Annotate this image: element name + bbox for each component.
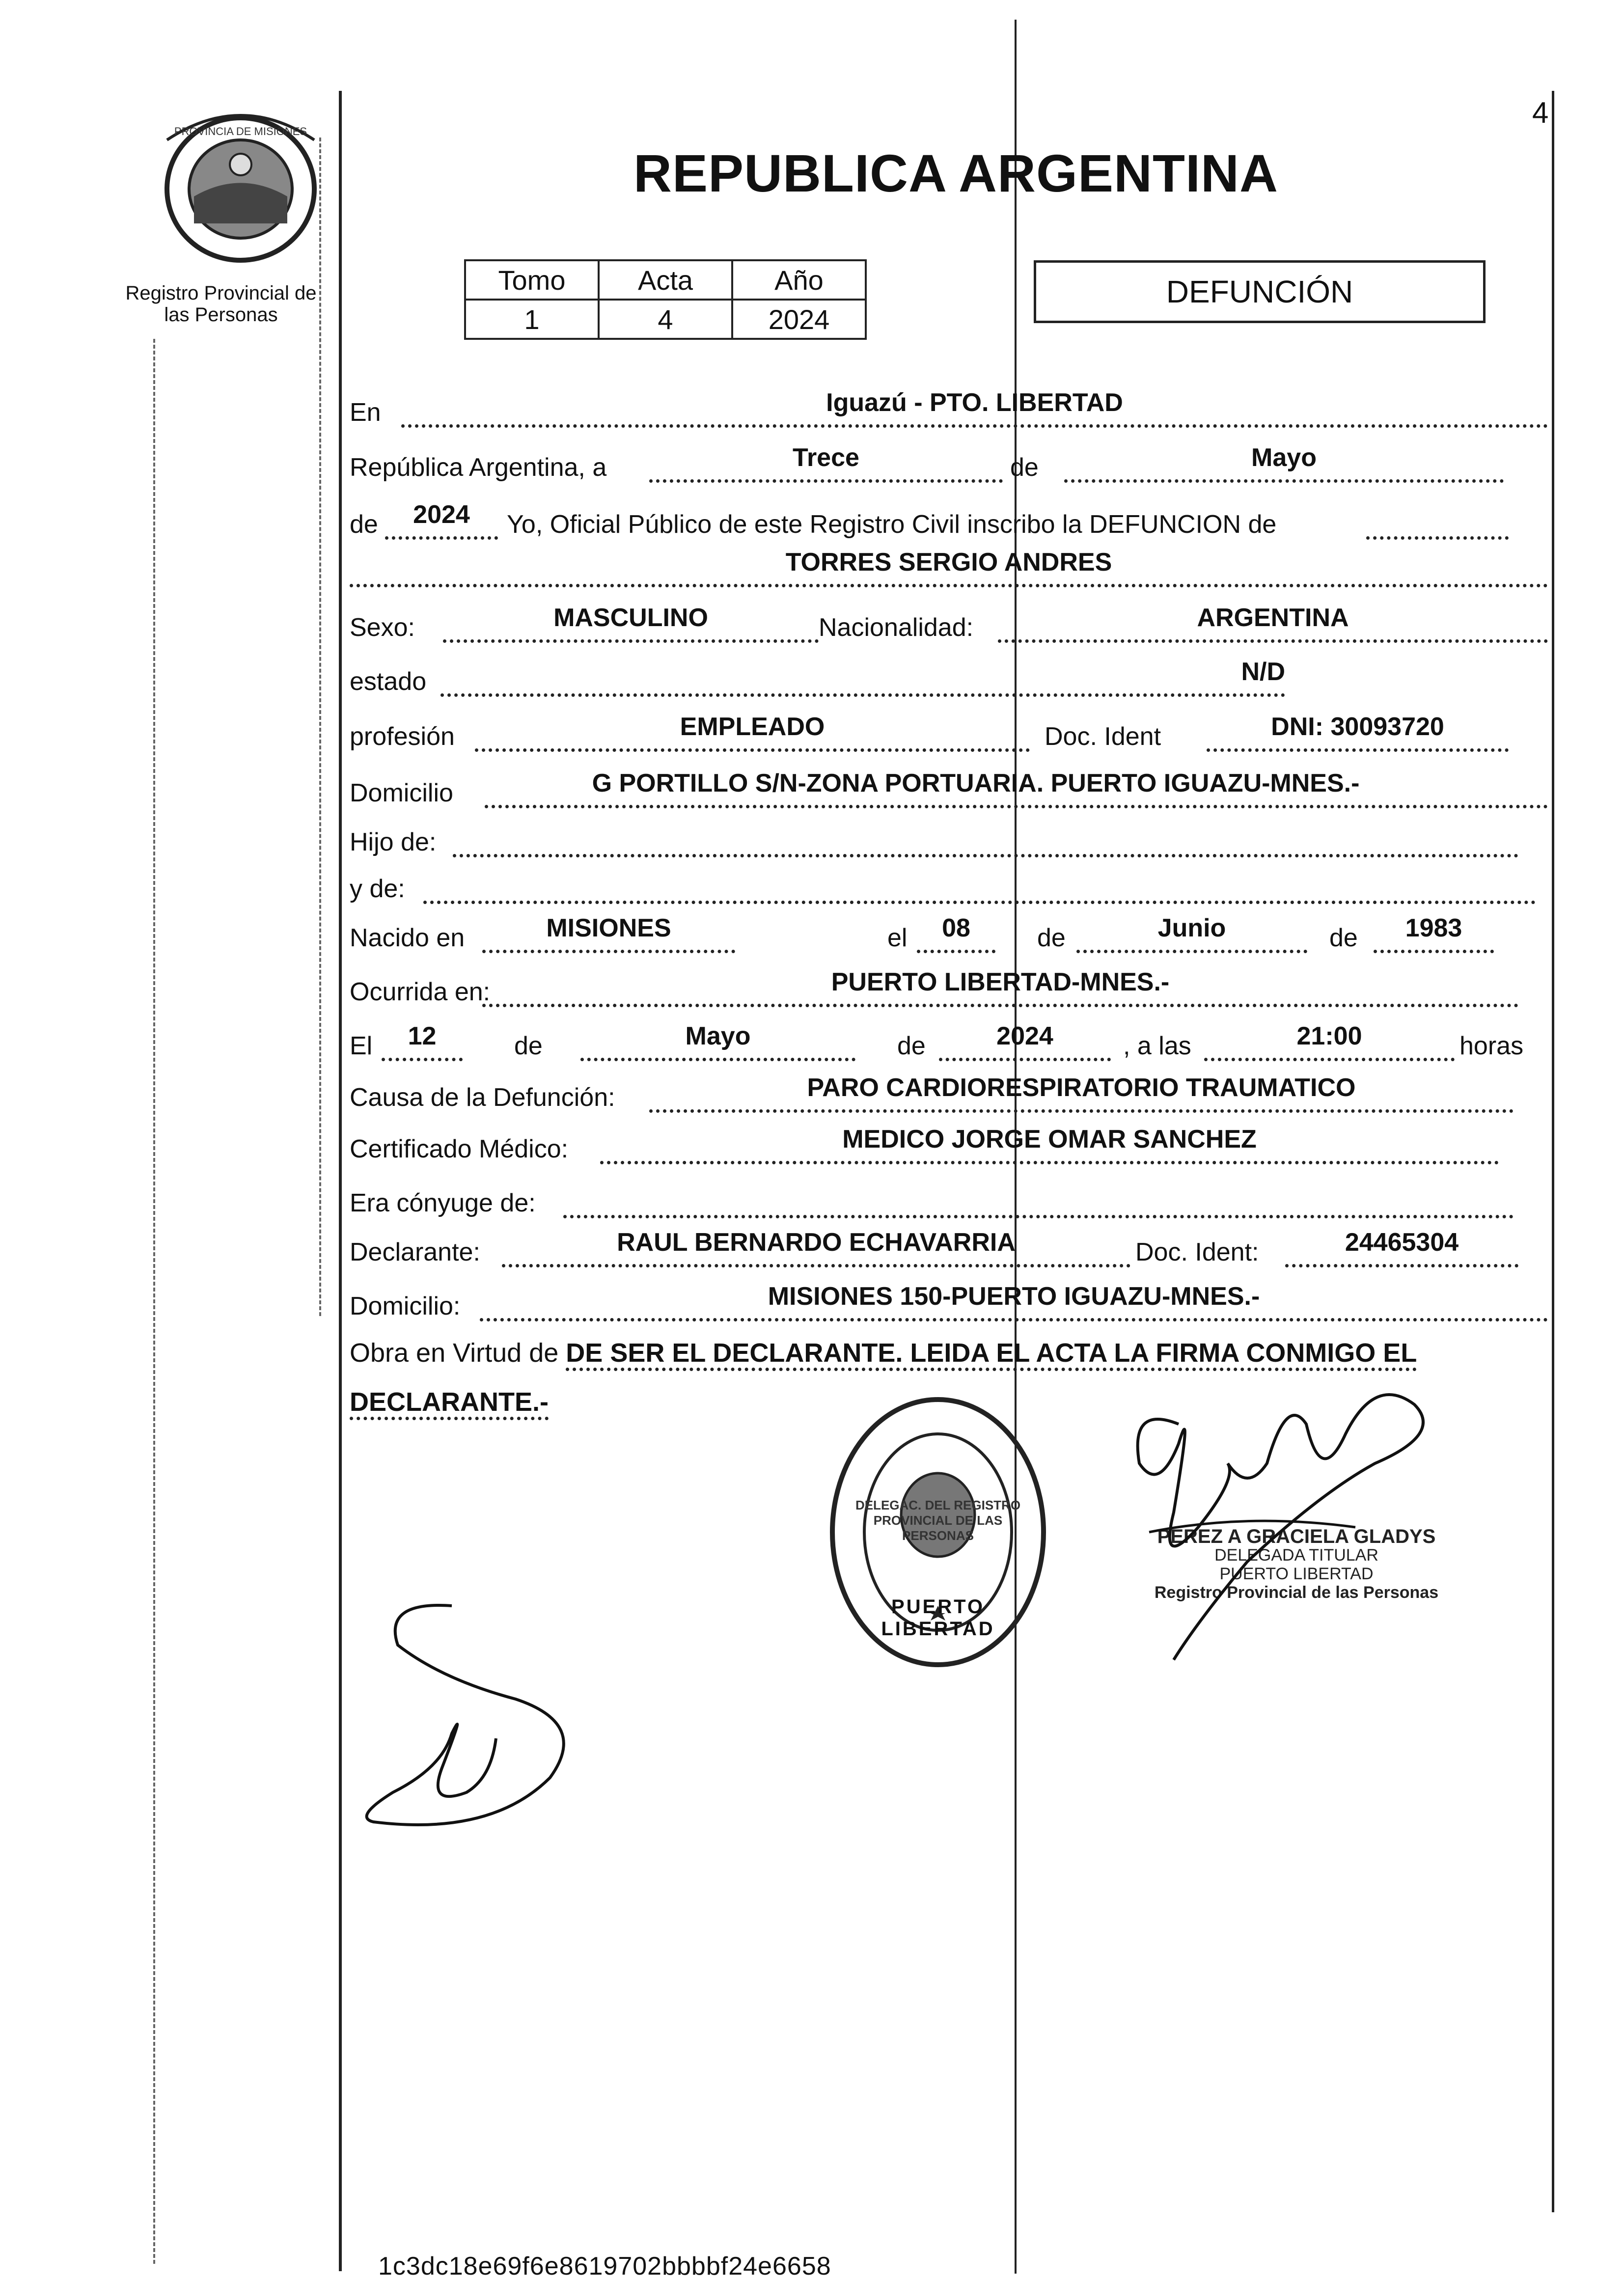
dotted-line xyxy=(385,536,498,540)
label-profesion: profesión xyxy=(350,722,455,751)
value-documento: DNI: 30093720 xyxy=(1271,713,1444,741)
label-doc-ident2: Doc. Ident: xyxy=(1135,1238,1259,1266)
value-def-anio: 2024 xyxy=(996,1022,1053,1050)
row-anio-oficial xyxy=(350,500,1548,544)
dotted-line xyxy=(1374,950,1494,953)
value-ocurrida-en: PUERTO LIBERTAD-MNES.- xyxy=(831,968,1170,996)
dotted-line xyxy=(649,479,1003,483)
value-domicilio: G PORTILLO S/N-ZONA PORTUARIA. PUERTO IGUAZU-MNES.- xyxy=(592,769,1360,797)
value-def-dia: 12 xyxy=(408,1022,437,1050)
registry-label: Registro Provincial de las Personas xyxy=(125,282,317,326)
value-def-hora: 21:00 xyxy=(1296,1022,1362,1050)
label-declarante: Declarante: xyxy=(350,1238,480,1266)
value-estado-civil: N/D xyxy=(1241,658,1285,686)
record-table xyxy=(464,259,867,340)
label-de: de xyxy=(1037,924,1066,952)
dotted-line xyxy=(600,1161,1499,1164)
label-el: el xyxy=(887,924,908,952)
dotted-line xyxy=(939,1058,1111,1061)
dotted-line xyxy=(998,639,1548,643)
dotted-line xyxy=(563,1215,1514,1218)
dotted-line xyxy=(1366,536,1509,540)
value-causa: PARO CARDIORESPIRATORIO TRAUMATICO xyxy=(807,1073,1356,1102)
row-declarante xyxy=(350,1228,1548,1272)
value-declarante-domicilio: MISIONES 150-PUERTO IGUAZU-MNES.- xyxy=(768,1282,1260,1311)
row-hijo-de xyxy=(350,818,1548,862)
row-profesion xyxy=(350,712,1548,756)
dotted-line xyxy=(480,1318,1548,1321)
value-nac-dia: 08 xyxy=(942,914,970,942)
label-de: de xyxy=(1010,453,1039,482)
header-tomo: Tomo xyxy=(465,260,599,300)
dotted-line xyxy=(350,584,1548,587)
dotted-line xyxy=(401,424,1548,428)
value-nac-mes: Junio xyxy=(1157,914,1226,942)
margin-dashed-line xyxy=(153,339,155,2264)
value-anio-registro: 2024 xyxy=(413,500,470,529)
value-profesion: EMPLEADO xyxy=(680,713,825,741)
dotted-line xyxy=(440,693,1285,697)
dotted-line xyxy=(485,805,1548,808)
label-obra: Obra en Virtud de xyxy=(350,1338,559,1368)
value-dia-texto: Trece xyxy=(793,443,859,472)
page-number: 4 xyxy=(1532,96,1549,129)
label-de: de xyxy=(897,1032,926,1060)
header-acta: Acta xyxy=(599,260,732,300)
value-declarante-doc: 24465304 xyxy=(1345,1228,1459,1257)
label-de: de xyxy=(514,1032,543,1060)
dotted-line xyxy=(475,748,1030,752)
dotted-line xyxy=(1285,1264,1518,1267)
document-title: REPUBLICA ARGENTINA xyxy=(633,143,1278,203)
record-type-box: DEFUNCIÓN xyxy=(1034,260,1486,323)
value-sexo: MASCULINO xyxy=(553,604,708,632)
row-lugar xyxy=(350,388,1548,432)
seal-text: PROVINCIA DE MISIONES xyxy=(174,125,307,137)
row-causa xyxy=(350,1073,1548,1117)
row-conyuge xyxy=(350,1179,1548,1223)
label-de: de xyxy=(350,510,378,539)
label-el-cap: El xyxy=(350,1032,373,1060)
row-fecha-defuncion xyxy=(350,1021,1548,1066)
label-sexo: Sexo: xyxy=(350,613,415,642)
dotted-line xyxy=(482,1004,1518,1007)
dotted-line xyxy=(917,950,995,953)
value-anio: 2024 xyxy=(732,300,866,339)
value-declarante: RAUL BERNARDO ECHAVARRIA xyxy=(617,1228,1016,1257)
official-office: PUERTO LIBERTAD xyxy=(1219,1565,1374,1583)
dotted-line xyxy=(1076,950,1307,953)
label-ocurrida-en: Ocurrida en: xyxy=(350,978,491,1006)
dotted-line xyxy=(502,1264,1130,1267)
row-ocurrida xyxy=(350,967,1548,1012)
label-doc-ident: Doc. Ident xyxy=(1045,722,1161,751)
row-y-de xyxy=(350,864,1548,908)
dotted-line xyxy=(649,1109,1514,1113)
label-rep-arg: República Argentina, a xyxy=(350,453,607,482)
dotted-line xyxy=(443,639,819,643)
label-certificado: Certificado Médico: xyxy=(350,1135,569,1163)
row-certificado xyxy=(350,1125,1548,1169)
label-y-de: y de: xyxy=(350,875,405,903)
row-fecha-registro xyxy=(350,443,1548,487)
value-acta: 4 xyxy=(599,300,732,339)
dotted-line xyxy=(1064,479,1504,483)
value-mes-registro: Mayo xyxy=(1251,443,1317,472)
stamp-center-text: PUERTO LIBERTAD xyxy=(881,1596,995,1640)
label-horas: horas xyxy=(1459,1032,1524,1060)
value-obra-virtud: DE SER EL DECLARANTE. LEIDA EL ACTA LA FIRMA CONMIGO EL DECLARANTE.- xyxy=(350,1338,1417,1420)
document-hash: 1c3dc18e69f6e8619702bbbbf24e6658 xyxy=(378,2252,831,2281)
value-certificado: MEDICO JORGE OMAR SANCHEZ xyxy=(842,1125,1257,1154)
left-margin-line xyxy=(339,91,342,2271)
dotted-line xyxy=(580,1058,855,1061)
official-name: PEREZ A GRACIELA GLADYS xyxy=(1157,1526,1436,1547)
label-a-las: , a las xyxy=(1123,1032,1191,1060)
label-hijo-de: Hijo de: xyxy=(350,828,437,856)
value-lugar: Iguazú - PTO. LIBERTAD xyxy=(826,388,1123,417)
label-de: de xyxy=(1329,924,1358,952)
label-nacionalidad: Nacionalidad: xyxy=(819,613,974,642)
value-fallecido: TORRES SERGIO ANDRES xyxy=(785,548,1112,577)
dotted-line xyxy=(482,950,735,953)
row-fallecido xyxy=(350,548,1548,592)
official-signature xyxy=(1100,1365,1493,1699)
value-tomo: 1 xyxy=(465,300,599,339)
dotted-line xyxy=(1207,748,1509,752)
value-nac-anio: 1983 xyxy=(1405,914,1462,942)
label-yo-oficial: Yo, Oficial Público de este Registro Civil inscribo la DEFUNCION de xyxy=(507,510,1277,539)
label-conyuge: Era cónyuge de: xyxy=(350,1189,536,1217)
value-nacionalidad: ARGENTINA xyxy=(1197,604,1349,632)
row-domicilio xyxy=(350,769,1548,813)
value-nacido-en: MISIONES xyxy=(546,914,671,942)
official-role: DELEGADA TITULAR xyxy=(1214,1546,1378,1565)
row-nacimiento xyxy=(350,913,1548,958)
dotted-line xyxy=(453,854,1518,857)
declarant-signature xyxy=(344,1562,688,1837)
dotted-line xyxy=(423,901,1536,904)
official-registry: Registro Provincial de las Personas xyxy=(1154,1583,1439,1602)
dotted-line xyxy=(382,1058,463,1061)
row-estado xyxy=(350,657,1548,701)
label-domicilio: Domicilio xyxy=(350,779,453,807)
right-margin-line xyxy=(1552,91,1554,2212)
stamp-text: DELEGAC. DEL REGISTRO PROVINCIAL DE LAS PERSONAS xyxy=(855,1498,1021,1543)
row-sexo xyxy=(350,603,1548,647)
label-nacido-en: Nacido en xyxy=(350,924,465,952)
label-causa: Causa de la Defunción: xyxy=(350,1083,615,1112)
label-en: En xyxy=(350,398,381,427)
dotted-line xyxy=(1204,1058,1455,1061)
header-anio: Año xyxy=(732,260,866,300)
value-def-mes: Mayo xyxy=(685,1022,751,1050)
label-domicilio2: Domicilio: xyxy=(350,1292,461,1320)
label-estado: estado xyxy=(350,667,427,696)
row-domicilio2 xyxy=(350,1282,1548,1326)
